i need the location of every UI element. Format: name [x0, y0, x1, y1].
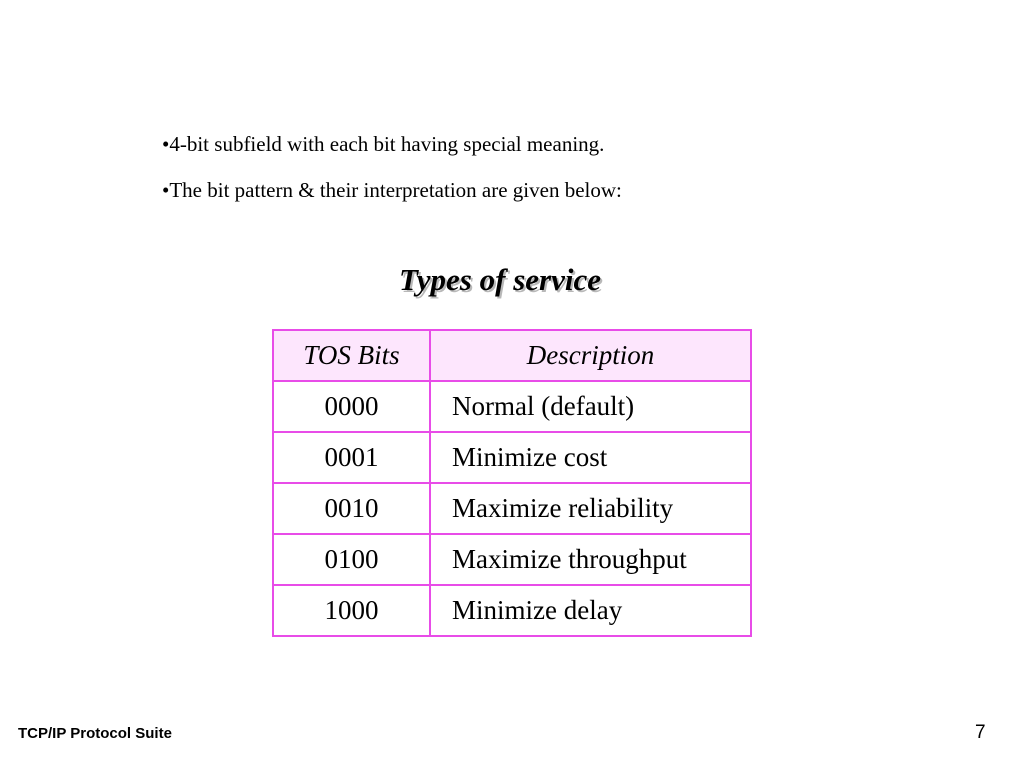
- tos-bits-cell: 0010: [273, 483, 430, 534]
- table-row: [273, 483, 751, 534]
- bullet-list: [162, 128, 622, 220]
- footer-title: TCP/IP Protocol Suite: [18, 725, 172, 742]
- table-row: [273, 585, 751, 636]
- description-cell: Normal (default): [430, 381, 751, 432]
- description-cell: Minimize delay: [430, 585, 751, 636]
- tos-bits-cell: 0100: [273, 534, 430, 585]
- tos-bits-cell: 0001: [273, 432, 430, 483]
- tos-bits-cell: 1000: [273, 585, 430, 636]
- table-row: [273, 432, 751, 483]
- bullet-item: • The bit pattern & their interpretation are given below:: [162, 174, 622, 206]
- description-cell: Minimize cost: [430, 432, 751, 483]
- page-number: 7: [975, 722, 986, 743]
- tos-table: [272, 329, 752, 637]
- column-header-description: Description: [430, 330, 751, 381]
- table-header-row: [273, 330, 751, 381]
- description-cell: Maximize throughput: [430, 534, 751, 585]
- tos-bits-cell: 0000: [273, 381, 430, 432]
- column-header-tos-bits: TOS Bits: [273, 330, 430, 381]
- table-row: [273, 534, 751, 585]
- bullet-item: • 4-bit subfield with each bit having special meaning.: [162, 128, 622, 160]
- description-cell: Maximize reliability: [430, 483, 751, 534]
- table-row: [273, 381, 751, 432]
- slide-title: Types of service: [399, 262, 601, 297]
